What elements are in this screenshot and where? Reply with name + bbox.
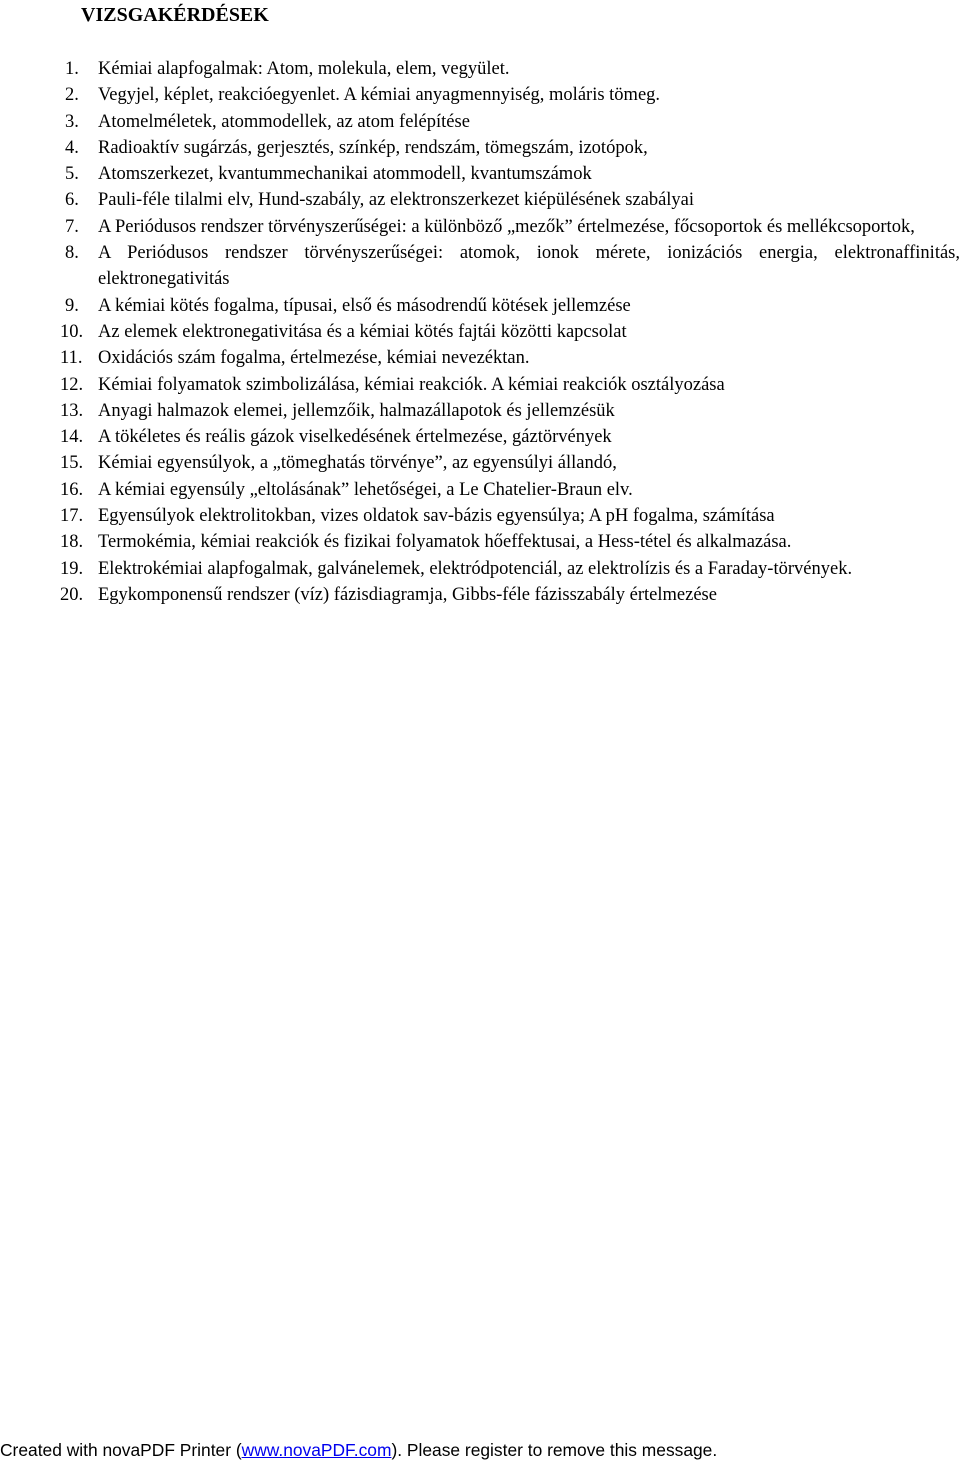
question-item: [60, 450, 960, 476]
question-item: [60, 56, 960, 82]
question-text: Atomelméletek, atommodellek, az atom felépítése: [98, 111, 470, 132]
question-number: 16.: [60, 479, 84, 500]
footer-suffix: ). Please register to remove this message.: [391, 1440, 718, 1460]
question-number: 8.: [65, 243, 79, 264]
question-text: Vegyjel, képlet, reakcióegyenlet. A kémiai anyagmennyiség, moláris tömeg.: [98, 85, 661, 106]
question-item: [60, 214, 960, 240]
question-number: 15.: [60, 453, 84, 474]
question-number: 1.: [65, 59, 79, 79]
question-text: Termokémia, kémiai reakciók és fizikai folyamatok hőeffektusai, a Hess-tétel és alkalmazása.: [98, 532, 792, 553]
question-text: A Periódusos rendszer törvényszerűségei: atomok, ionok mérete, ionizációs energia, elektronaffinitás, elektronegativitás: [98, 243, 960, 290]
question-item: [60, 477, 960, 503]
question-text: Radioaktív sugárzás, gerjesztés, színkép, rendszám, tömegszám, izotópok,: [98, 137, 648, 158]
question-item: [60, 345, 960, 371]
question-number: 18.: [60, 532, 84, 553]
question-text: Kémiai alapfogalmak: Atom, molekula, elem, vegyület.: [98, 59, 510, 79]
question-item: [60, 398, 960, 424]
question-number: 7.: [65, 216, 79, 237]
question-text: Pauli-féle tilalmi elv, Hund-szabály, az elektronszerkezet kiépülésének szabályai: [98, 190, 695, 211]
question-number: 19.: [60, 558, 84, 579]
question-text: Atomszerkezet, kvantummechanikai atommodell, kvantumszámok: [98, 164, 592, 185]
question-item: [60, 319, 960, 345]
question-item: [60, 372, 960, 398]
question-text: Egyensúlyok elektrolitokban, vizes oldatok sav-bázis egyensúlya; A pH fogalma, számítása: [98, 506, 775, 527]
question-item: [60, 529, 960, 555]
question-number: 11.: [60, 348, 83, 369]
question-number: 3.: [65, 111, 79, 132]
question-item: [60, 109, 960, 135]
question-number: 20.: [60, 584, 84, 605]
question-number: 6.: [65, 190, 79, 211]
question-text: Egykomponensű rendszer (víz) fázisdiagramja, Gibbs-féle fázisszabály értelmezése: [98, 584, 717, 605]
question-text: A Periódusos rendszer törvényszerűségei: a különböző „mezők” értelmezése, főcsoportok és mellékcsoportok,: [98, 216, 915, 237]
question-number: 9.: [65, 295, 79, 316]
question-number: 14.: [60, 427, 84, 448]
question-item: [60, 135, 960, 161]
question-number: 2.: [65, 85, 79, 106]
question-text: Kémiai egyensúlyok, a „tömeghatás törvénye”, az egyensúlyi állandó,: [98, 453, 617, 474]
question-text: Az elemek elektronegativitása és a kémiai kötés fajtái közötti kapcsolat: [98, 321, 627, 342]
question-list: [60, 56, 960, 608]
page-title: VIZSGAKÉRDÉSEK: [81, 4, 269, 26]
question-number: 4.: [65, 137, 79, 158]
question-number: 12.: [60, 374, 84, 395]
question-number: 10.: [60, 321, 84, 342]
question-number: 5.: [65, 164, 79, 185]
question-number: 17.: [60, 506, 84, 527]
question-text: Anyagi halmazok elemei, jellemzőik, halmazállapotok és jellemzésük: [98, 400, 615, 421]
question-item: [60, 424, 960, 450]
question-text: A tökéletes és reális gázok viselkedésének értelmezése, gáztörvények: [98, 427, 612, 448]
question-item: [60, 503, 960, 529]
watermark-footer: [0, 1438, 717, 1462]
question-item: [60, 556, 960, 582]
question-text: Elektrokémiai alapfogalmak, galvánelemek, elektródpotenciál, az elektrolízis és a Faraday-törvények.: [98, 558, 853, 579]
footer-prefix: Created with novaPDF Printer (: [0, 1440, 242, 1460]
question-text: A kémiai egyensúly „eltolásának” lehetőségei, a Le Chatelier-Braun elv.: [98, 479, 633, 500]
question-text: A kémiai kötés fogalma, típusai, első és másodrendű kötések jellemzése: [98, 295, 631, 316]
question-item: [60, 293, 960, 319]
question-item: [60, 240, 960, 293]
question-number: 13.: [60, 400, 84, 421]
question-item: [60, 82, 960, 108]
novapdf-link[interactable]: www.novaPDF.com: [241, 1440, 392, 1460]
question-text: Oxidációs szám fogalma, értelmezése, kémiai nevezéktan.: [98, 348, 530, 369]
question-item: [60, 187, 960, 213]
question-text: Kémiai folyamatok szimbolizálása, kémiai reakciók. A kémiai reakciók osztályozása: [98, 374, 725, 395]
question-item: [60, 582, 960, 608]
question-item: [60, 161, 960, 187]
